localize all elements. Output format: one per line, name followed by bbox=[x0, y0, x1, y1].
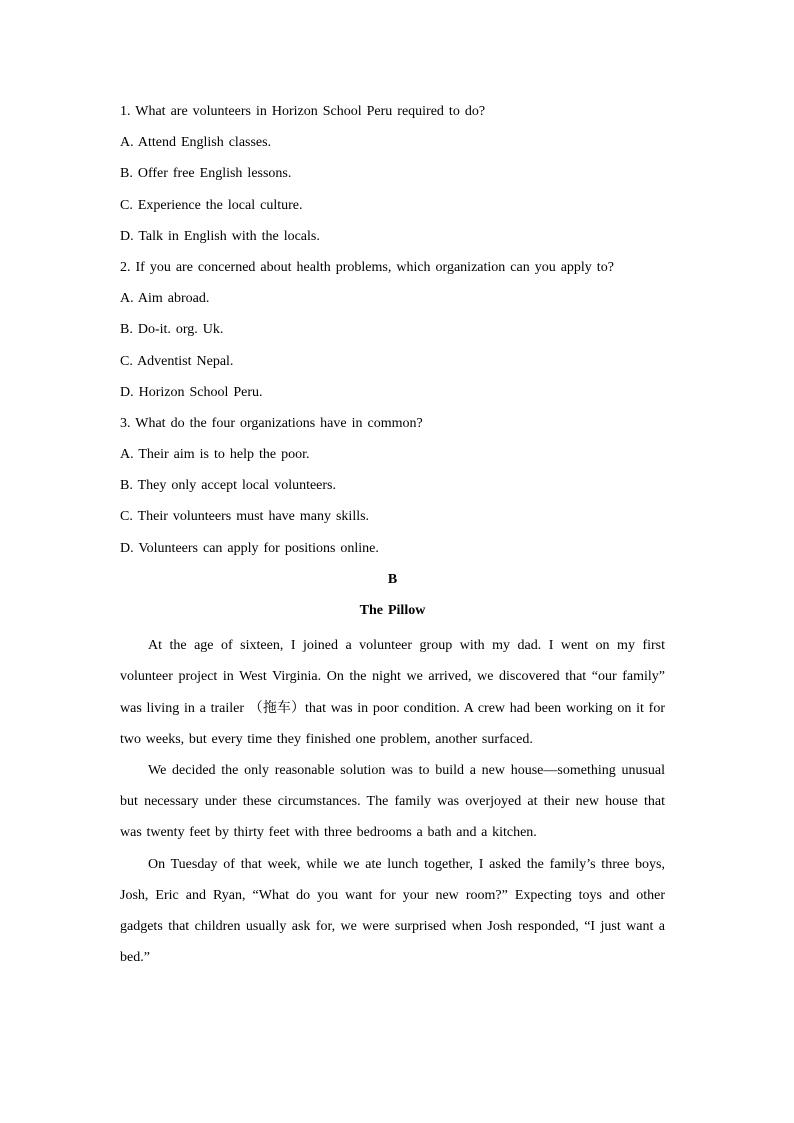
question-stem: 2. If you are concerned about health problems, which organization can you apply to? bbox=[120, 259, 614, 275]
passage-paragraph: On Tuesday of that week, while we ate lunch together, I asked the family’s three boys, Josh, Eric and Ryan, “What do you want for your new room?” Expecting toys and other gadgets that children usually ask for, we were surprised when Josh responded, “I just want a bed.” bbox=[120, 856, 665, 966]
question-3 bbox=[120, 412, 665, 568]
question-1 bbox=[120, 100, 665, 256]
question-stem: 1. What are volunteers in Horizon School Peru required to do? bbox=[120, 104, 486, 119]
answer-option: D. Volunteers can apply for positions online. bbox=[120, 540, 379, 556]
answer-option: B. Offer free English lessons. bbox=[120, 166, 292, 182]
passage-paragraph: We decided the only reasonable solution was to build a new house—something unusual but necessary under these circumstances. The family was overjoyed at their new house that was twenty feet by thirty feet with three bedrooms a bath and a kitchen. bbox=[120, 763, 665, 841]
answer-option: A. Aim abroad. bbox=[120, 291, 210, 307]
document-page bbox=[120, 100, 665, 973]
answer-option: C. Experience the local culture. bbox=[120, 197, 303, 213]
answer-option: B. Do-it. org. Uk. bbox=[120, 322, 224, 338]
passage-title: The Pillow bbox=[359, 603, 426, 618]
question-2 bbox=[120, 256, 665, 412]
answer-option: A. Attend English classes. bbox=[120, 135, 272, 151]
question-stem: 3. What do the four organizations have in common? bbox=[120, 415, 423, 431]
answer-option: D. Talk in English with the locals. bbox=[120, 228, 320, 244]
answer-option: B. They only accept local volunteers. bbox=[120, 478, 337, 494]
answer-option: D. Horizon School Peru. bbox=[120, 384, 263, 400]
answer-option: C. Their volunteers must have many skills. bbox=[120, 509, 370, 525]
answer-option: A. Their aim is to help the poor. bbox=[120, 447, 310, 463]
passage-paragraph: At the age of sixteen, I joined a volunteer group with my dad. I went on my first volunteer project in West Virginia. On the night we arrived, we discovered that “our family” was living in a trailer （拖车）that was in poor condition. A crew had been working on it for two weeks, but every time they finished one problem, another surfaced. bbox=[120, 638, 665, 747]
answer-option: C. Adventist Nepal. bbox=[120, 353, 234, 369]
section-letter: B bbox=[387, 571, 398, 587]
passage-body bbox=[120, 630, 665, 973]
